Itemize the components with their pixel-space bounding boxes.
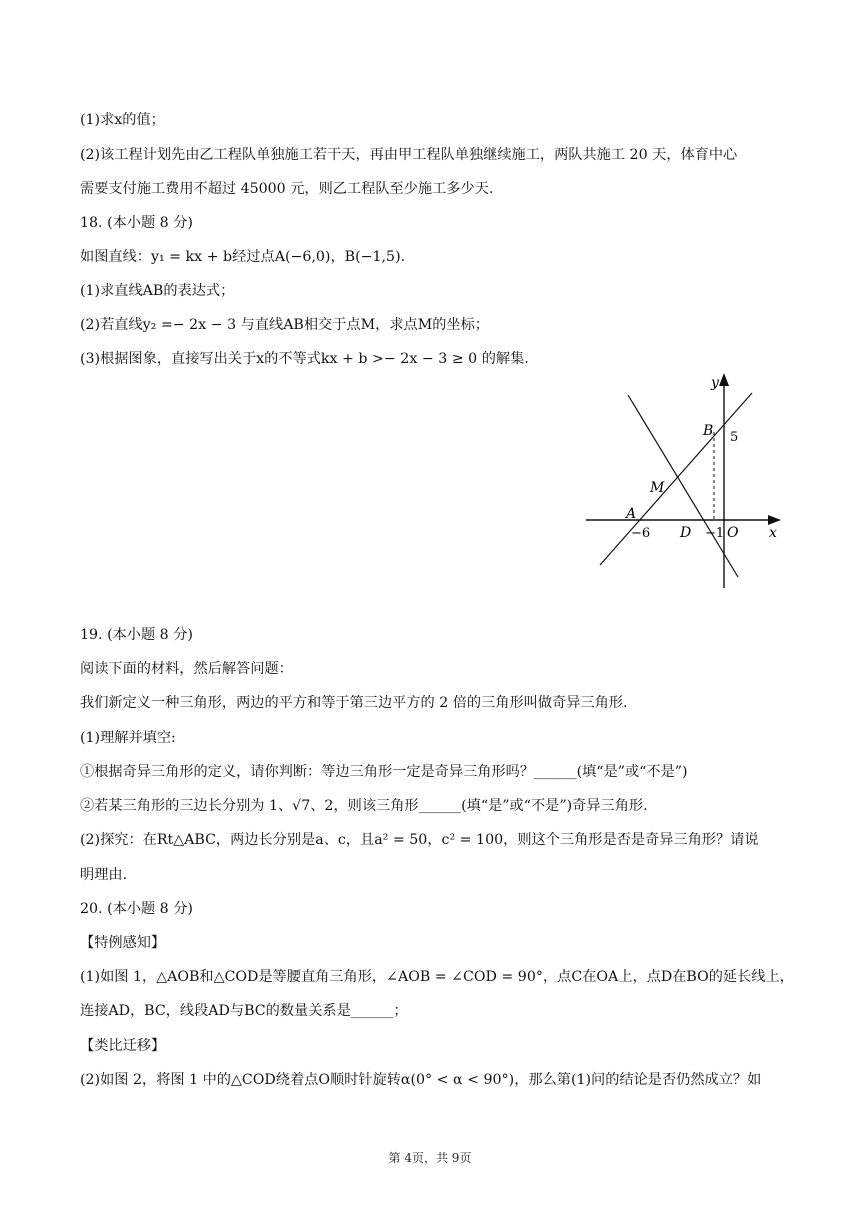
line-20: 连接AD，BC，线段AD与BC的数量关系是______； xyxy=(80,1003,408,1019)
x-axis-label: x xyxy=(769,525,777,541)
line-18: 【特例感知】 xyxy=(80,935,166,951)
line-2: (2)该工程计划先由乙工程队单独施工若干天，再由甲工程队单独继续施工，两队共施工 20 天，体育中心 xyxy=(80,147,738,163)
question-18-heading: 18. (本小题 8 分) xyxy=(80,215,193,231)
question-19-heading: 19. (本小题 8 分) xyxy=(80,627,193,643)
point-b-label: B xyxy=(703,423,714,439)
line-y2 xyxy=(628,395,738,577)
point-m-label: M xyxy=(650,480,665,496)
page-footer: 第 4页，共 9页 xyxy=(388,1151,472,1165)
line-13: ①根据奇异三角形的定义，请你判断：等边三角形一定是奇异三角形吗？______(填“是”或“不是”) xyxy=(80,764,688,780)
line-22: (2)如图 2，将图 1 中的△COD绕着点O顺时针旋转α(0° < α < 90°)，那么第(1)问的结论是否仍然成立？如 xyxy=(80,1072,762,1088)
point-a-label: A xyxy=(626,506,637,522)
line-19: (1)如图 1，△AOB和△COD是等腰直角三角形，∠AOB = ∠COD = 90°，点C在OA上，点D在BO的延长线上， xyxy=(80,969,794,985)
line-3: 需要支付施工费用不超过 45000 元，则乙工程队至少施工多少天. xyxy=(80,181,494,197)
line-6: (1)求直线AB的表达式； xyxy=(80,283,235,299)
question-20-heading: 20. (本小题 8 分) xyxy=(80,901,193,917)
y-axis-label: y xyxy=(711,375,719,391)
line-12: (1)理解并填空: xyxy=(80,730,176,746)
line-10: 阅读下面的材料，然后解答问题： xyxy=(80,661,293,677)
line-1: (1)求x的值； xyxy=(80,112,165,128)
tick-5-label: 5 xyxy=(730,430,739,445)
coordinate-figure xyxy=(578,368,788,590)
line-7: (2)若直线y₂ =− 2x − 3 与直线AB相交于点M，求点M的坐标； xyxy=(80,317,489,333)
line-16: 明理由. xyxy=(80,867,128,883)
tick-neg1-label: −1 xyxy=(705,526,725,541)
tick-neg6-label: −6 xyxy=(631,526,651,541)
line-5: 如图直线：y₁ = kx + b经过点A(−6,0)，B(−1,5). xyxy=(80,249,406,265)
line-8: (3)根据图象，直接写出关于x的不等式kx + b >− 2x − 3 ≥ 0 的解集. xyxy=(80,351,529,367)
point-d-label: D xyxy=(680,525,692,541)
line-15: (2)探究：在Rt△ABC，两边长分别是a、c，且a² = 50，c² = 100，则这个三角形是否是奇异三角形？请说 xyxy=(80,832,759,848)
line-11: 我们新定义一种三角形，两边的平方和等于第三边平方的 2 倍的三角形叫做奇异三角形. xyxy=(80,695,628,711)
line-21: 【类比迁移】 xyxy=(80,1038,166,1054)
x-axis-arrow xyxy=(768,515,781,525)
origin-label: O xyxy=(727,525,739,541)
y-axis-arrow xyxy=(719,373,729,386)
line-14: ②若某三角形的三边长分别为 1、√7、2，则该三角形______(填“是”或“不是”)奇异三角形. xyxy=(80,798,648,814)
